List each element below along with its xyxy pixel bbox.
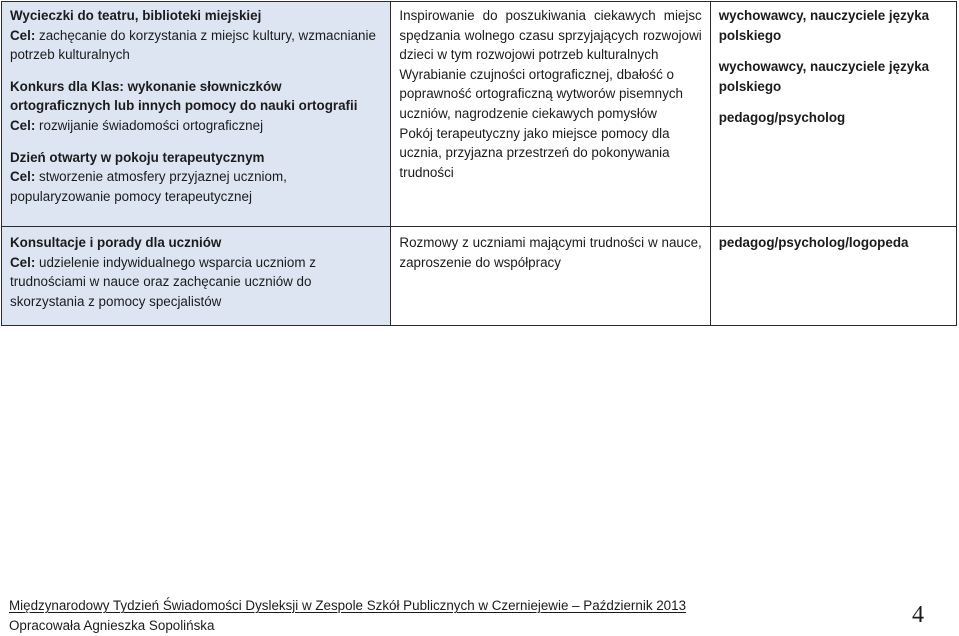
responsible-cell — [710, 2, 956, 227]
responsible-text: wychowawcy, nauczyciele języka polskiego — [718, 59, 930, 94]
activity-item — [10, 6, 382, 65]
responsible-text: pedagog/psycholog — [718, 110, 846, 126]
methods-cell — [391, 227, 710, 326]
responsible-text: wychowawcy, nauczyciele języka polskiego — [718, 8, 930, 43]
activity-item — [10, 77, 382, 136]
activities-table — [1, 1, 957, 326]
activity-goal: Cel: zachęcanie do korzystania z miejsc kultury, wzmacnianie potrzeb kulturalnych — [10, 27, 376, 63]
table-row — [2, 227, 957, 326]
footer-author: Opracowała Agnieszka Sopolińska — [9, 618, 215, 633]
page-footer — [9, 596, 686, 636]
method-text: Rozmowy z uczniami mającymi trudności w nauce, zaproszenie do współpracy — [399, 235, 702, 270]
activity-item — [10, 233, 382, 311]
activity-title: Wycieczki do teatru, biblioteki miejskiej — [10, 8, 262, 23]
responsible-text: pedagog/psycholog/logopeda — [718, 235, 909, 250]
activity-goal: Cel: rozwijanie świadomości ortograficznej — [10, 117, 264, 133]
activity-goal: Cel: udzielenie indywidualnego wsparcia uczniom z trudnościami w nauce oraz zachęcanie uczniów do skorzystania z pomocy specjalistów — [10, 254, 316, 309]
methods-cell — [391, 2, 710, 227]
activity-item — [10, 148, 382, 207]
method-text: Wyrabianie czujności ortograficznej, dbałość o poprawność ortograficzną wytworów pisemnych uczniów, nagrodzenie ciekawych pomysłów — [399, 66, 683, 121]
activity-title: Konkurs dla Klas: wykonanie słowniczków ortograficznych lub innych pomocy do nauki ortografii — [10, 78, 358, 114]
footer-title: Międzynarodowy Tydzień Świadomości Dysleksji w Zespole Szkół Publicznych w Czerniejewie – Październik 2013 — [9, 598, 687, 613]
activity-goal: Cel: stworzenie atmosfery przyjaznej uczniom, popularyzowanie pomocy terapeutycznej — [10, 169, 287, 204]
method-text: Inspirowanie do poszukiwania ciekawych miejsc spędzania wolnego czasu sprzyjających rozwojowi dzieci w tym rozwojowi potrzeb kulturalnych — [399, 8, 702, 63]
table-row — [2, 2, 957, 227]
responsible-cell — [710, 227, 956, 326]
activity-title: Dzień otwarty w pokoju terapeutycznym — [10, 149, 265, 165]
activities-cell — [2, 227, 391, 326]
page-number: 4 — [912, 602, 924, 628]
method-text: Pokój terapeutyczny jako miejsce pomocy dla ucznia, przyjazna przestrzeń do pokonywania trudności — [399, 125, 670, 180]
activities-cell — [2, 2, 391, 227]
activity-title: Konsultacje i porady dla uczniów — [10, 235, 222, 250]
